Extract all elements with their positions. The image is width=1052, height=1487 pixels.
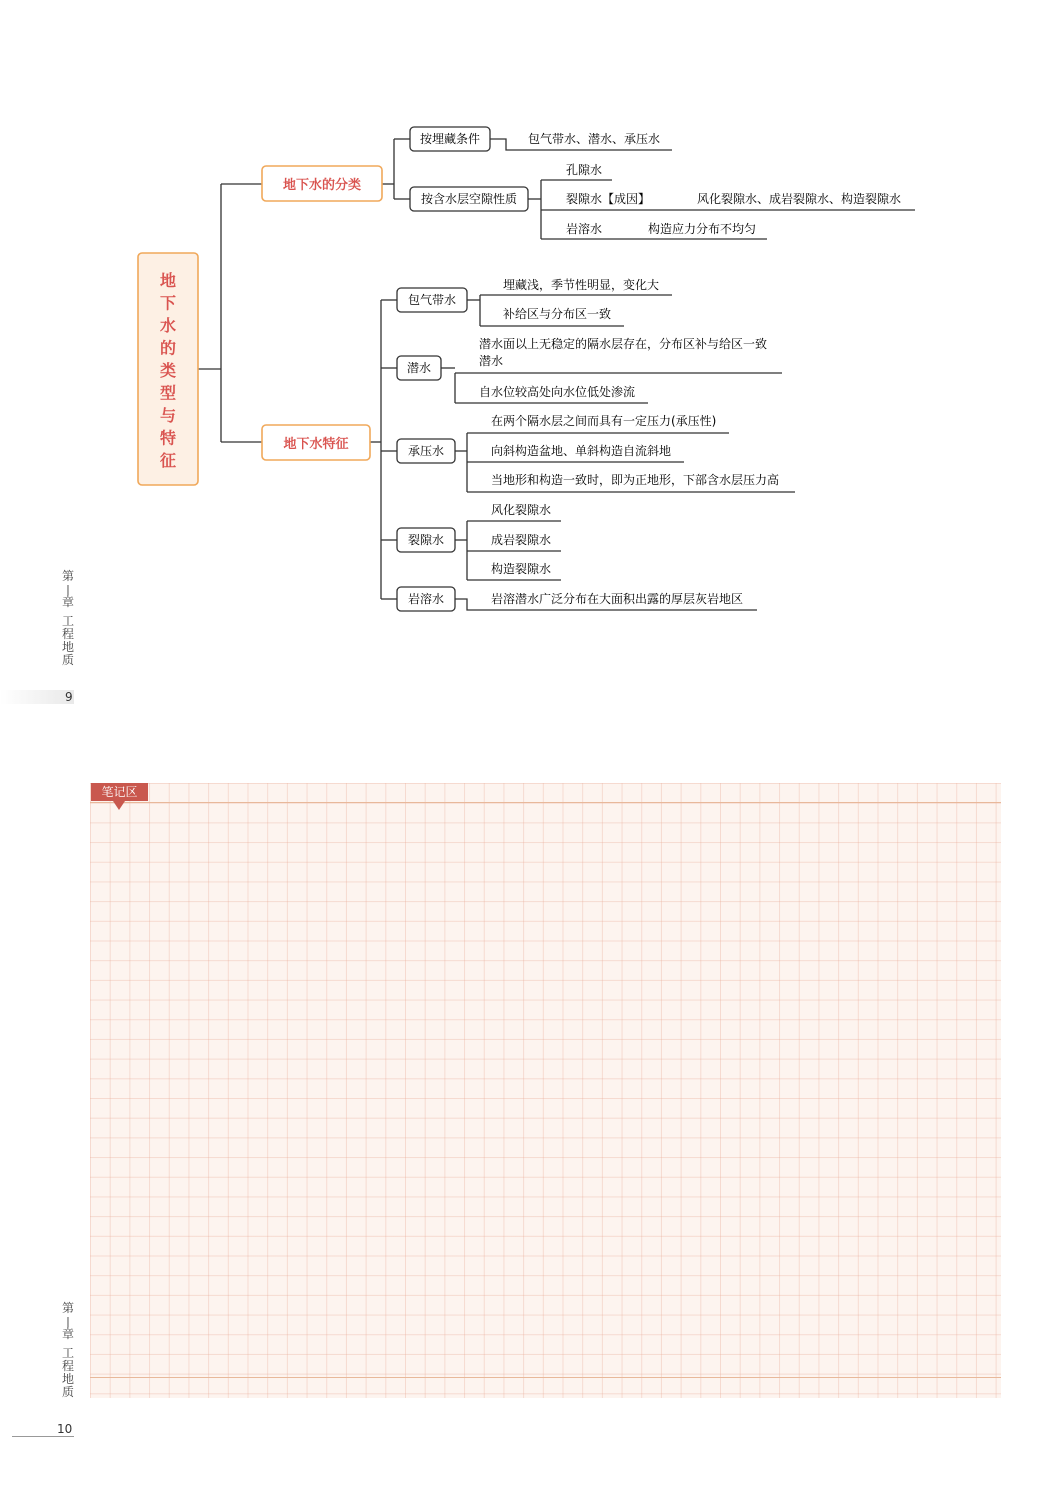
leaf-vadose-1: 埋藏浅，季节性明显，变化大 xyxy=(503,278,660,292)
leaf-fissure-water: 裂隙水【成因】 xyxy=(566,192,651,206)
leaf-fissure-1: 风化裂隙水 xyxy=(491,503,552,517)
leaf-confined-3: 当地形和构造一致时，即为正地形，下部含水层压力高 xyxy=(491,473,780,487)
chapter-side-label-bottom xyxy=(58,1302,78,1399)
node-fissure-water-label: 裂隙水 xyxy=(407,533,445,547)
leaf-fissure-detail: 风化裂隙水、成岩裂隙水、构造裂隙水 xyxy=(697,192,902,206)
branch-classification-label: 地下水的分类 xyxy=(282,178,362,193)
leaf-burial-types: 包气带水、潜水、承压水 xyxy=(528,132,661,146)
leaf-confined-1: 在两个隔水层之间而具有一定压力(承压性) xyxy=(491,414,717,428)
node-burial-condition-label: 按埋藏条件 xyxy=(419,132,481,146)
leaf-fissure-3: 构造裂隙水 xyxy=(491,562,552,576)
leaf-phreatic-2: 自水位较高处向水位低处渗流 xyxy=(479,385,636,399)
node-confined-water-label: 承压水 xyxy=(407,444,445,458)
branch-features-label: 地下水特征 xyxy=(283,437,349,452)
mind-map xyxy=(0,0,1052,720)
leaf-phreatic-1: 潜水面以上无稳定的隔水层存在，分布区补与给区一致潜水 xyxy=(479,337,768,368)
page-number-bottom: 10 xyxy=(57,1422,73,1436)
leaf-vadose-2: 补给区与分布区一致 xyxy=(503,307,612,321)
node-phreatic-water-label: 潜水 xyxy=(406,361,432,375)
chapter-side-label-top xyxy=(58,570,78,667)
leaf-karst-water: 岩溶水 xyxy=(566,222,603,236)
node-karst-water-label: 岩溶水 xyxy=(407,592,445,606)
notes-label: 笔记区 xyxy=(91,783,148,801)
leaf-confined-2: 向斜构造盆地、单斜构造自流斜地 xyxy=(491,444,672,458)
chapter-side-text: 第 | 章 工 程 地 质 xyxy=(61,1301,74,1399)
leaf-fissure-2: 成岩裂隙水 xyxy=(491,533,552,547)
root-label: 地下水的类型与特征 xyxy=(159,271,177,470)
page-number-bar-top xyxy=(0,690,74,704)
chapter-side-text: 第 | 章 工 程 地 质 xyxy=(61,569,74,667)
node-pore-nature-label: 按含水层空隙性质 xyxy=(420,192,518,206)
leaf-karst-detail: 构造应力分布不均匀 xyxy=(648,222,757,236)
node-vadose-water-label: 包气带水 xyxy=(407,293,457,307)
leaf-karst-1: 岩溶潜水广泛分布在大面积出露的厚层灰岩地区 xyxy=(491,592,744,606)
notes-grid[interactable] xyxy=(90,783,1001,1398)
page-number-top: 9 xyxy=(65,690,73,704)
notes-label-pointer xyxy=(113,801,125,810)
leaf-pore-water: 孔隙水 xyxy=(566,163,603,177)
